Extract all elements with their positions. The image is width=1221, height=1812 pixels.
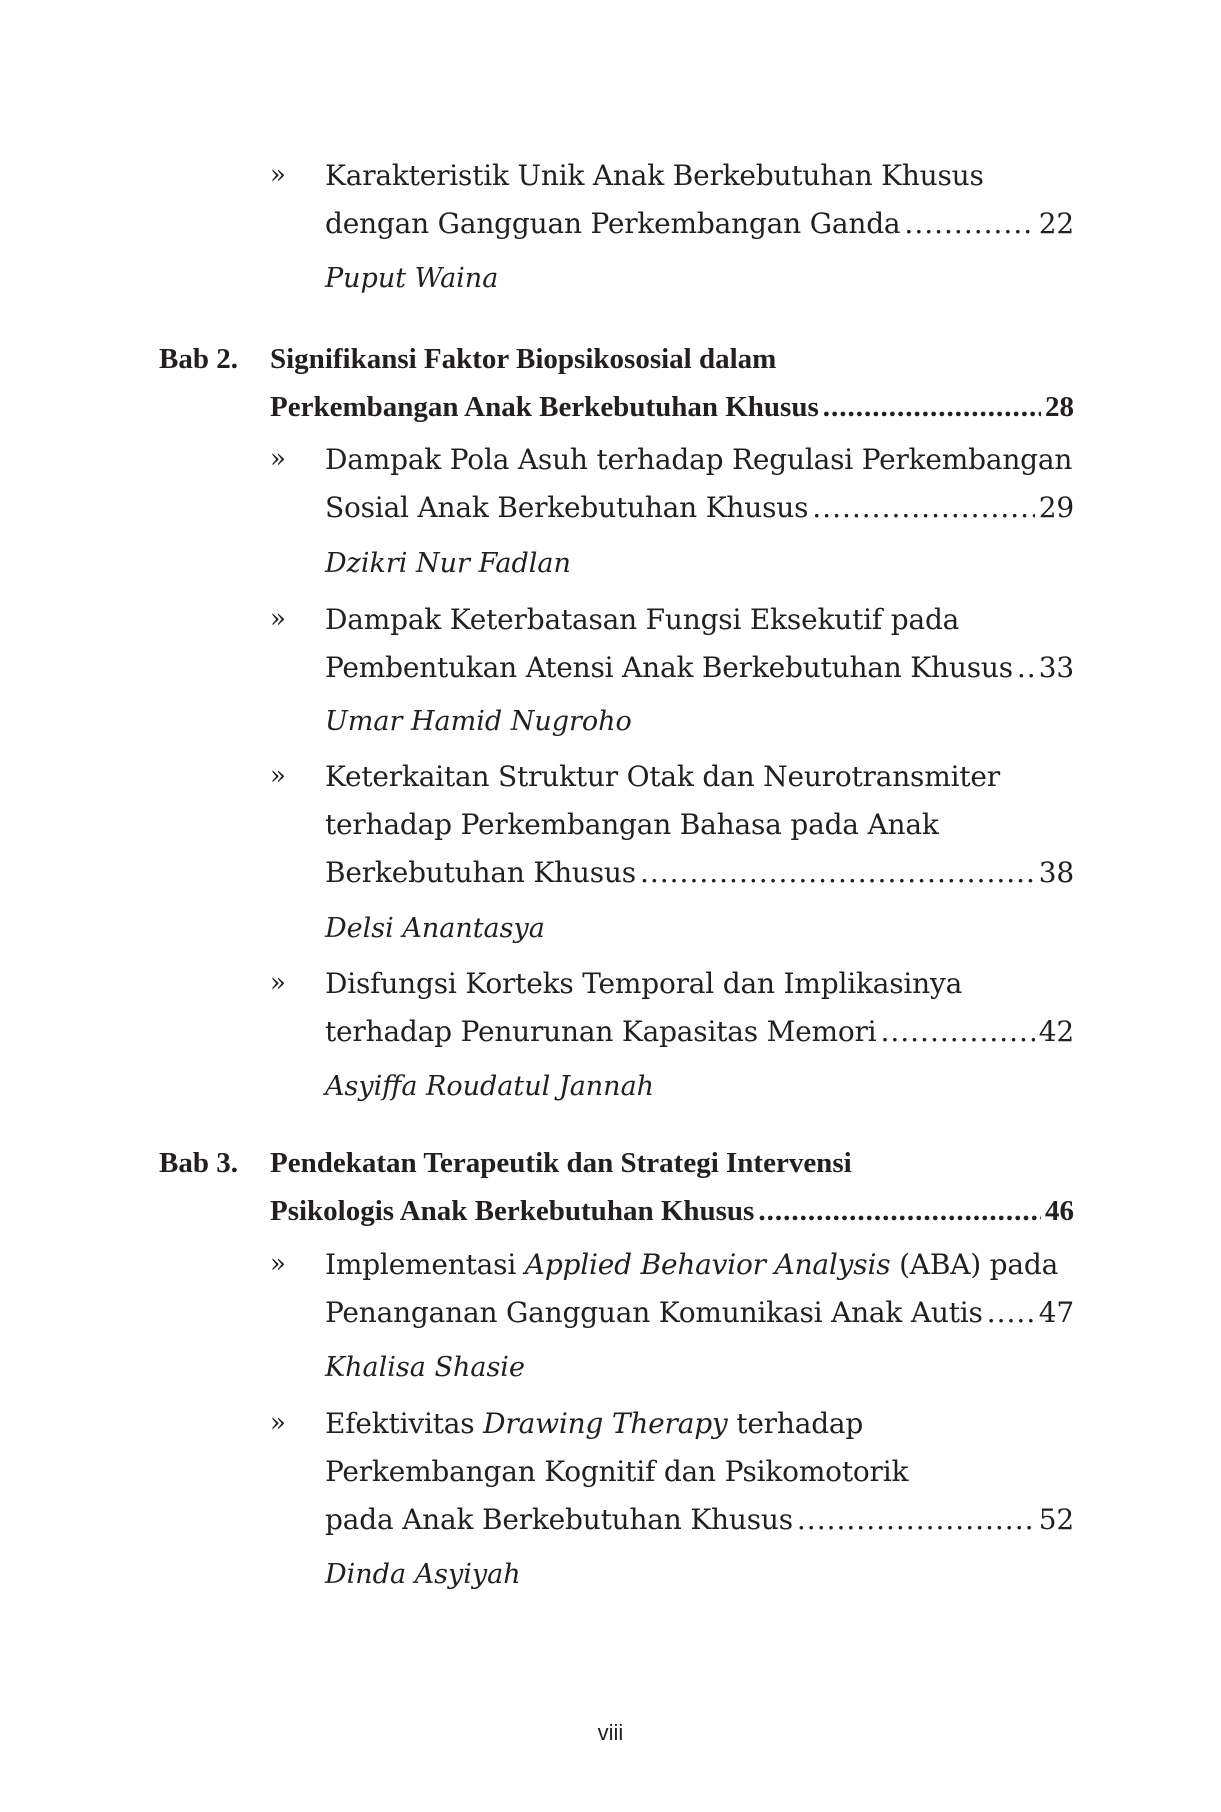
bullet-marker: » [270,1249,286,1279]
chapter-title-text: Psikologis Anak Berkebutuhan Khusus [270,1195,755,1227]
chapter-title-line: Pendekatan Terapeutik dan Strategi Intervensi [270,1147,852,1179]
entry-title-italic: Applied Behavior Analysis [524,1248,891,1281]
page-number: 47 [1038,1296,1074,1329]
entry-title-text: Pembentukan Atensi Anak Berkebutuhan Khusus [325,651,1013,684]
entry-title-line [325,484,1074,531]
bullet-marker: » [270,604,286,634]
entry-title-text: Penanganan Gangguan Komunikasi Anak Autis [325,1296,983,1329]
entry-title-line [325,1496,1074,1543]
entry-author: Delsi Anantasya [325,913,545,944]
entry-title-text: pada Anak Berkebutuhan Khusus [325,1503,793,1536]
chapter-title-line [270,384,1074,431]
entry-title-line: terhadap Perkembangan Bahasa pada Anak [325,808,939,841]
entry-title-line: Disfungsi Korteks Temporal dan Implikasinya [325,967,963,1000]
leader-dots [880,1008,1034,1055]
entry-title-line [325,644,1074,691]
chapter-title-text: Perkembangan Anak Berkebutuhan Khusus [270,391,819,423]
page-number: 38 [1038,856,1074,889]
entry-author: Khalisa Shasie [325,1352,525,1383]
page-number: 42 [1038,1015,1074,1048]
bullet-marker: » [270,1408,286,1438]
leader-dots [758,1188,1041,1235]
entry-author: Dzikri Nur Fadlan [325,548,571,579]
entry-author: Asyiffa Roudatul Jannah [325,1071,655,1102]
entry-title-line [325,1008,1074,1055]
chapter-number: Bab 3. [159,1147,238,1179]
entry-title-line: Dampak Keterbatasan Fungsi Eksekutif pada [325,603,960,636]
entry-title-text: terhadap Penurunan Kapasitas Memori [325,1015,877,1048]
page-number: 33 [1038,651,1074,684]
entry-title-text: Sosial Anak Berkebutuhan Khusus [325,491,809,524]
leader-dots [1017,644,1035,691]
page-number: 46 [1045,1195,1074,1227]
entry-title-line [325,1241,1074,1288]
entry-title-line [325,1400,1074,1447]
chapter-number: Bab 2. [159,343,238,375]
entry-title-text: terhadap [727,1407,864,1440]
leader-dots [797,1496,1035,1543]
entry-title-line: Dampak Pola Asuh terhadap Regulasi Perkembangan [325,443,1073,476]
leader-dots [904,200,1034,247]
entry-title-line [325,849,1074,896]
entry-title-text: dengan Gangguan Perkembangan Ganda [325,207,901,240]
entry-title-line: Perkembangan Kognitif dan Psikomotorik [325,1455,909,1488]
page-folio: viii [597,1720,624,1745]
page-number: 28 [1045,391,1074,423]
leader-dots [987,1289,1035,1336]
entry-title-italic: Drawing Therapy [483,1407,728,1440]
entry-title-text: Berkebutuhan Khusus [325,856,636,889]
bullet-marker: » [270,444,286,474]
entry-title-line [325,1289,1074,1336]
entry-title-text: Efektivitas [325,1407,484,1440]
bullet-marker: » [270,968,286,998]
entry-author: Puput Waina [325,263,499,294]
leader-dots [640,849,1035,896]
entry-title-line: Keterkaitan Struktur Otak dan Neurotransmiter [325,760,1000,793]
entry-author: Umar Hamid Nugroho [325,706,632,737]
entry-title-line: Karakteristik Unik Anak Berkebutuhan Khusus [325,159,984,192]
chapter-title-line: Signifikansi Faktor Biopsikososial dalam [270,343,777,375]
entry-author: Dinda Asyiyah [325,1559,521,1590]
entry-title-line [325,200,1074,247]
leader-dots [812,484,1035,531]
page-number: 52 [1038,1503,1074,1536]
bullet-marker: » [270,761,286,791]
entry-title-text: Implementasi [325,1248,525,1281]
page-number: 29 [1038,491,1074,524]
leader-dots [823,384,1041,431]
chapter-title-line [270,1188,1074,1235]
bullet-marker: » [270,160,286,190]
page-number: 22 [1038,207,1074,240]
entry-title-text: (ABA) pada [890,1248,1059,1281]
